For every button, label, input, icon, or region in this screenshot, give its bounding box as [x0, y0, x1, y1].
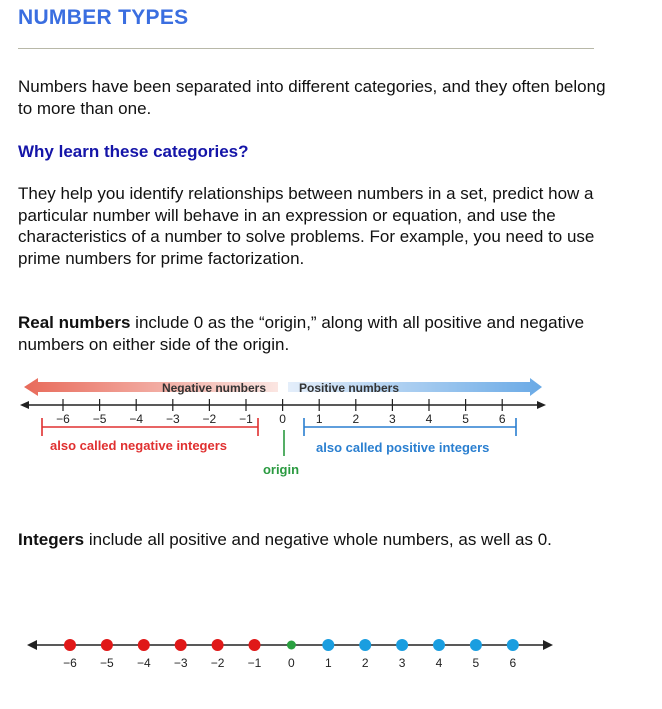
integer-point — [322, 639, 334, 651]
integers-paragraph — [18, 529, 618, 551]
integer-point — [138, 639, 150, 651]
negative-bracket — [42, 418, 258, 436]
integer-tick-label: 1 — [324, 656, 332, 670]
real-numbers-paragraph — [18, 312, 598, 355]
negative-integers-note: also called negative integers — [50, 438, 228, 453]
integer-point — [433, 639, 445, 651]
real-axis-left-arrowhead — [20, 401, 29, 409]
integer-point — [64, 639, 76, 651]
real-tick-label: 3 — [389, 412, 396, 426]
real-tick-label: 5 — [462, 412, 469, 426]
title-divider — [18, 48, 594, 49]
integer-point — [175, 639, 187, 651]
real-tick-label: 2 — [352, 412, 360, 426]
integers-term: Integers — [18, 530, 85, 549]
integer-point — [507, 639, 519, 651]
negative-numbers-label: Negative numbers — [161, 381, 267, 395]
positive-integers-note: also called positive integers — [316, 440, 490, 455]
integer-axis-left-arrowhead — [27, 640, 37, 650]
integer-tick-label: −1 — [247, 656, 262, 670]
question-heading: Why learn these categories? — [18, 142, 249, 161]
real-number-line-diagram — [0, 370, 662, 485]
answer-paragraph: They help you identify relationships between numbers in a set, predict how a particular number will behave in an expression or equation, and use the characteristics of a number to solve problems. For example, you need to use prime numbers for prime factorization. — [18, 184, 595, 268]
integer-tick-label: 6 — [509, 656, 517, 670]
positive-numbers-label: Positive numbers — [298, 381, 400, 395]
page-title: NUMBER TYPES — [18, 6, 189, 29]
integers-text: include all positive and negative whole numbers, as well as 0. — [84, 530, 552, 549]
integer-point — [212, 639, 224, 651]
real-axis-right-arrowhead — [537, 401, 546, 409]
real-tick-label: 6 — [498, 412, 506, 426]
real-tick-label: 4 — [425, 412, 433, 426]
real-tick-label: 1 — [315, 412, 323, 426]
real-tick-label: −3 — [165, 412, 180, 426]
real-tick-label: −6 — [56, 412, 70, 426]
real-numbers-term: Real numbers — [18, 313, 131, 332]
integer-tick-label: −2 — [210, 656, 225, 670]
integer-point — [470, 639, 482, 651]
integer-tick-label: −4 — [136, 656, 151, 670]
real-tick-label: −4 — [129, 412, 144, 426]
integer-tick-label: −3 — [173, 656, 188, 670]
real-tick-label: −5 — [92, 412, 107, 426]
real-tick-label: −2 — [202, 412, 217, 426]
intro-paragraph: Numbers have been separated into different categories, and they often belong to more than one. — [18, 77, 606, 118]
integer-number-line-diagram — [0, 628, 662, 678]
real-tick-label: 0 — [279, 412, 286, 426]
integer-point — [287, 641, 296, 650]
integer-tick-label: −5 — [100, 656, 114, 670]
integer-point — [359, 639, 371, 651]
integer-point — [396, 639, 408, 651]
integer-tick-label: 3 — [398, 656, 406, 670]
origin-label: origin — [262, 462, 300, 477]
integer-tick-label: 5 — [472, 656, 480, 670]
integer-tick-label: 0 — [288, 656, 295, 670]
integer-point — [101, 639, 113, 651]
integer-axis-right-arrowhead — [543, 640, 553, 650]
integer-point — [249, 639, 261, 651]
real-numbers-text: include 0 as the “origin,” along with all positive and negative numbers on either side of the origin. — [18, 313, 585, 354]
integer-tick-label: 4 — [435, 656, 443, 670]
positive-bracket — [304, 418, 516, 436]
integer-tick-label: −6 — [63, 656, 77, 670]
real-tick-label: −1 — [239, 412, 253, 426]
integer-tick-label: 2 — [361, 656, 369, 670]
